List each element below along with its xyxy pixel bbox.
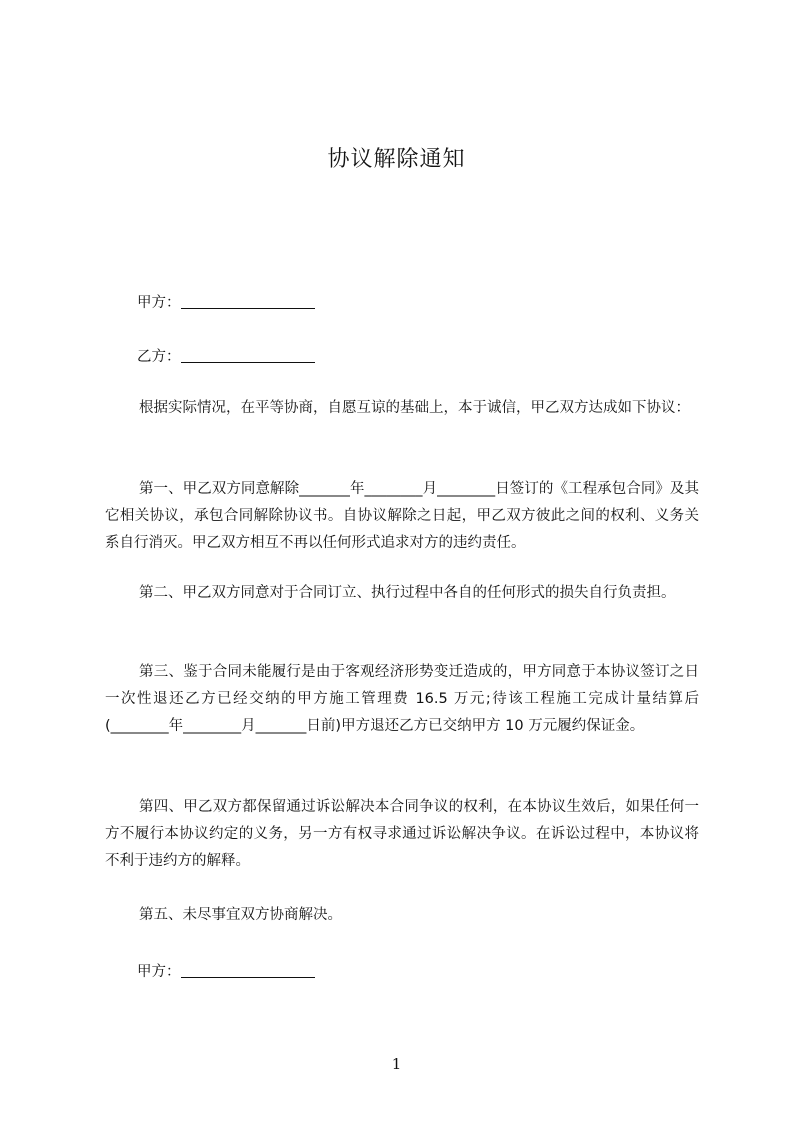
party-a-label: 甲方： (137, 295, 181, 311)
clause-5: 第五、未尽事宜双方协商解决。 (139, 907, 342, 923)
clause-4: 第四、甲乙双方都保留通过诉讼解决本合同争议的权利，在本协议生效后，如果任何一方不履行本协议约定的义务，另一方有权寻求通过诉讼解决争议。在诉讼过程中，本协议将不利于违约方的解释。 (105, 799, 699, 869)
clause-2: 第二、甲乙双方同意对于合同订立、执行过程中各自的任何形式的损失自行负责担。 (139, 585, 676, 601)
clause-1: 第一、甲乙双方同意解除_______年________月________日签订的《工程承包合同》及其它相关协议，承包合同解除协议书。自协议解除之日起，甲乙双方彼此之间的权利、义务关系自行消灭。甲乙双方相互不再以任何形式追求对方的违约责任。 (105, 481, 699, 551)
intro-paragraph: 根据实际情况，在平等协商，自愿互谅的基础上，本于诚信，甲乙双方达成如下协议： (139, 400, 690, 416)
party-b-label: 乙方： (137, 349, 181, 365)
party-a-line (137, 291, 315, 312)
party-b-blank (181, 346, 315, 363)
closing-party-a-line (137, 960, 315, 981)
party-a-blank (181, 292, 315, 309)
party-b-line (137, 345, 315, 366)
page-title: 协议解除通知 (327, 147, 466, 172)
clause-3: 第三、鉴于合同未能履行是由于客观经济形势变迁造成的，甲方同意于本协议签订之日一次性退还乙方已经交纳的甲方施工管理费 16.5 万元;待该工程施工完成计量结算后(________年________月_______日前)甲方退还乙方已交纳甲方 10 万元履约保证金。 (105, 664, 699, 734)
closing-party-a-label: 甲方： (137, 964, 181, 980)
page-number: 1 (391, 1055, 402, 1073)
closing-party-a-blank (181, 961, 315, 978)
